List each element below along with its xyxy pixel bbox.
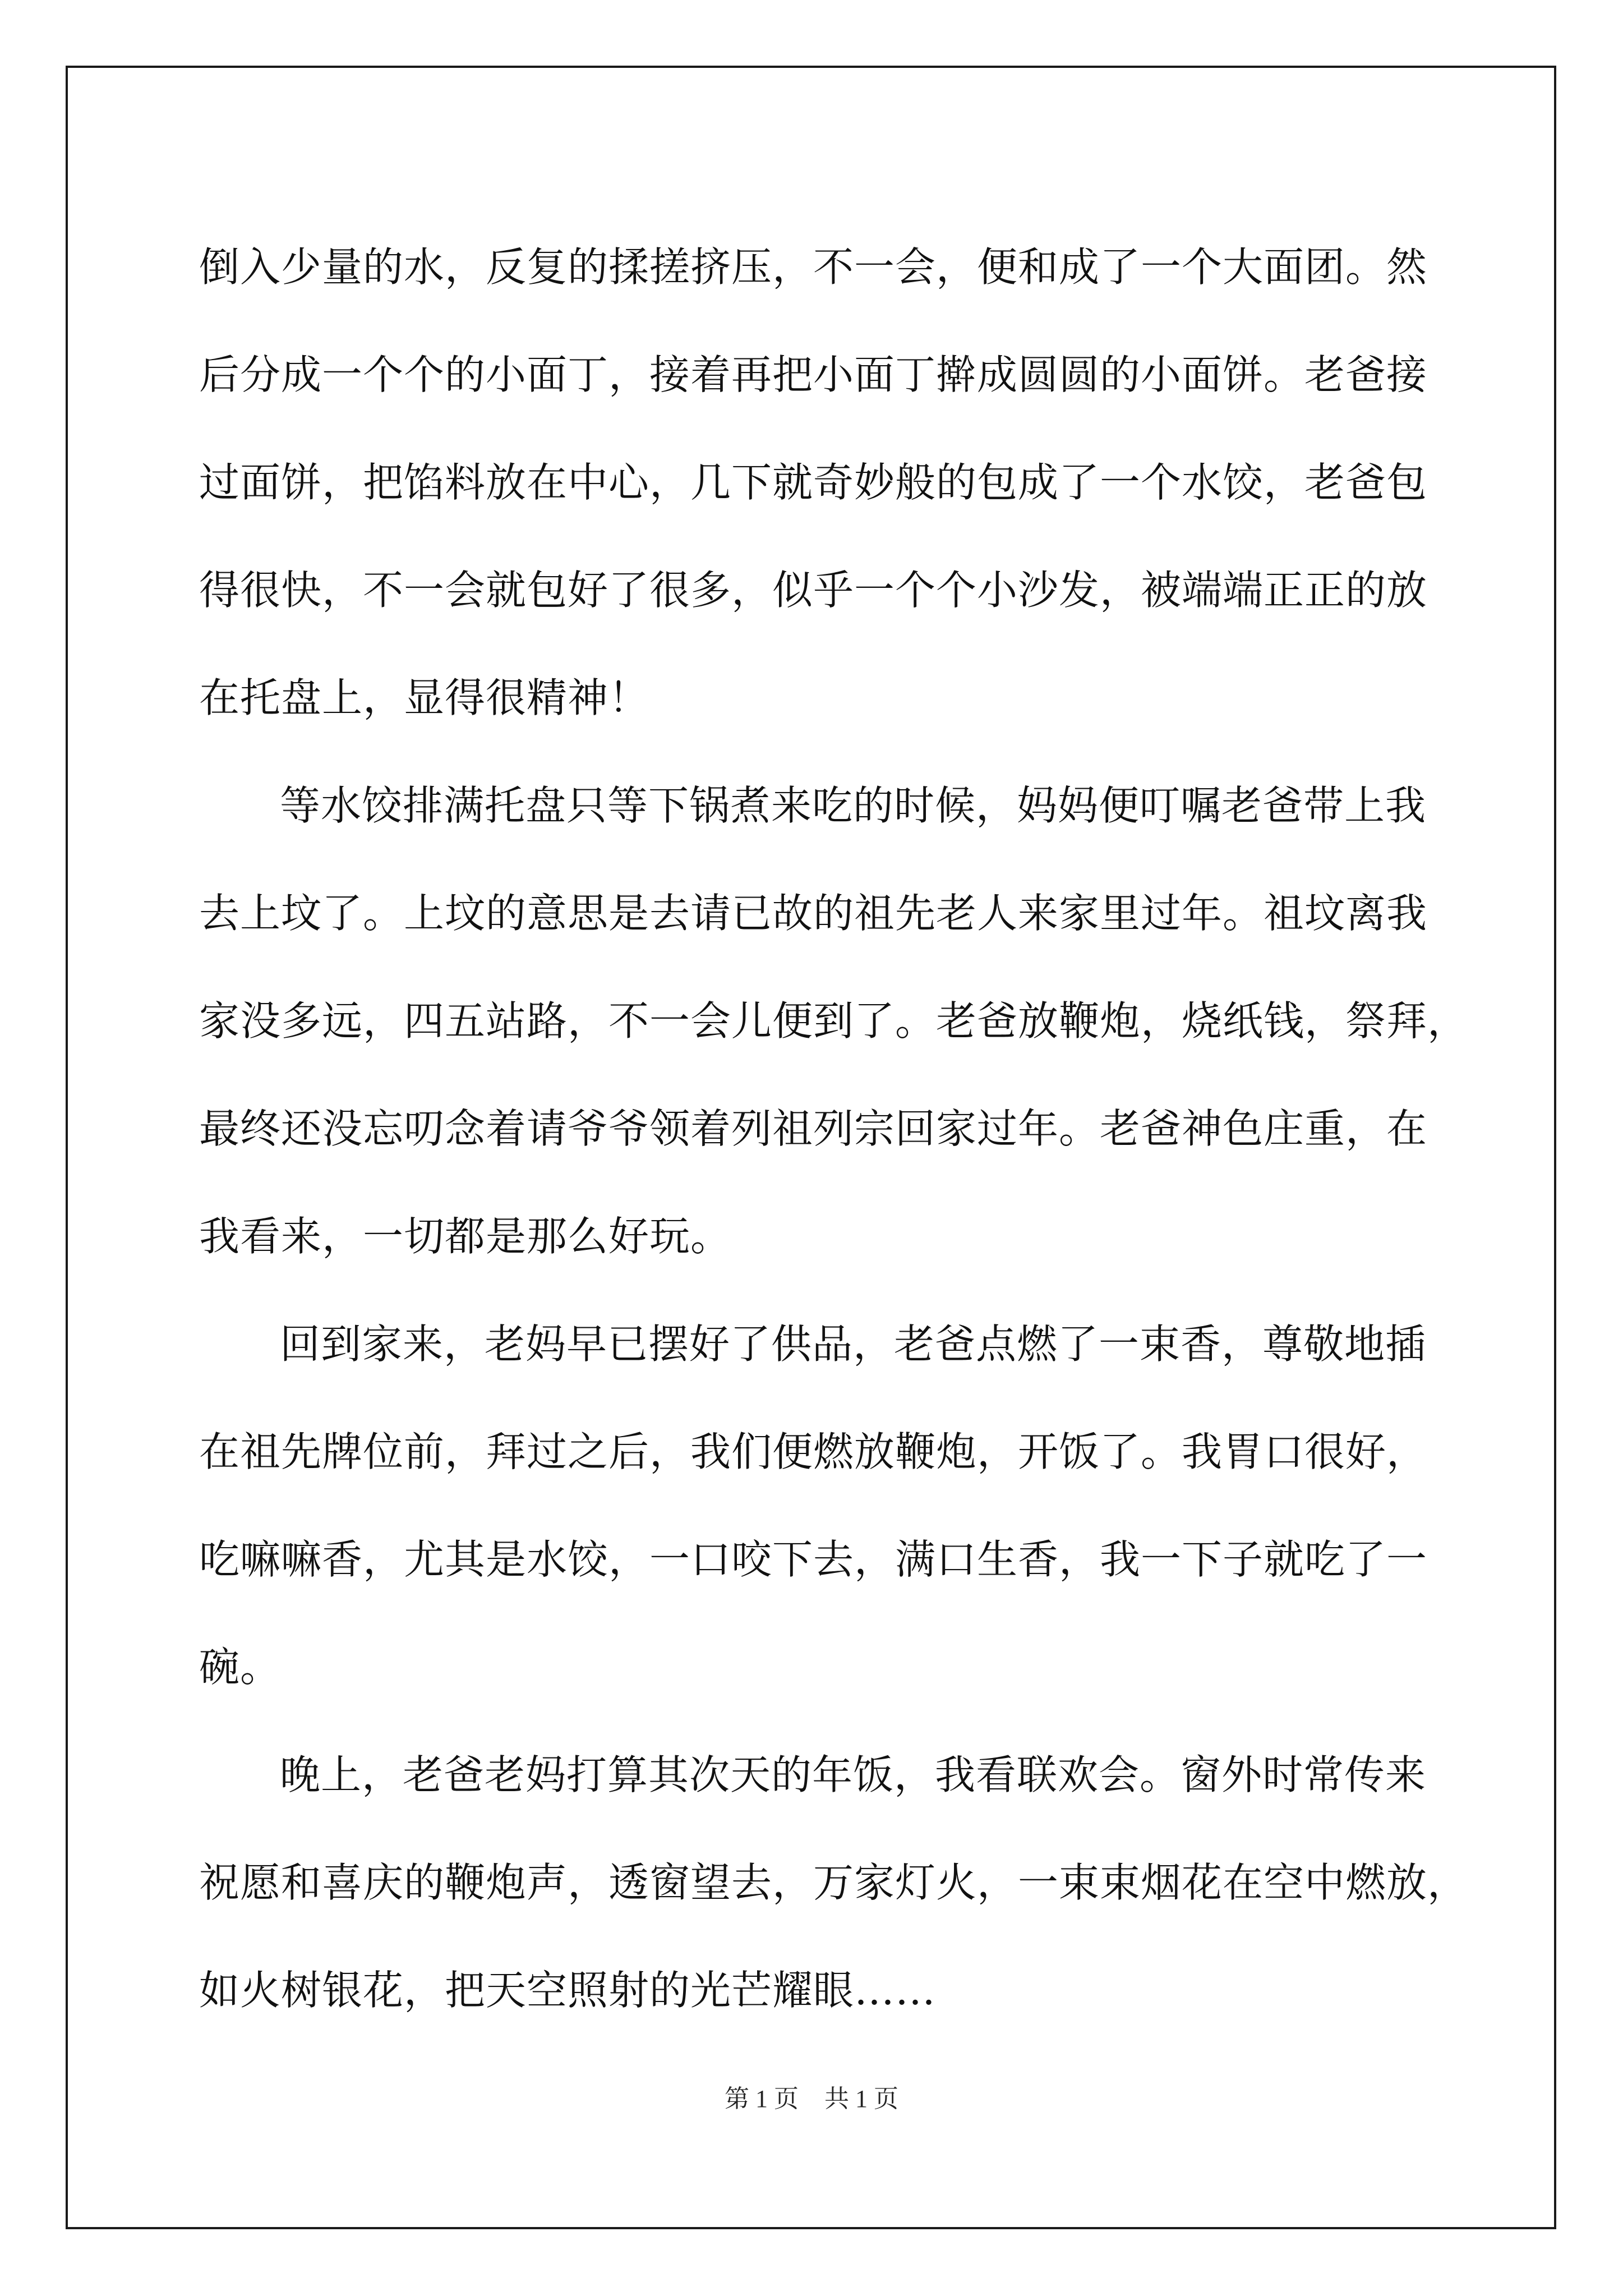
paragraph-1 <box>199 213 1433 752</box>
text-line: 吃嘛嘛香，尤其是水饺，一口咬下去，满口生香，我一下子就吃了一 <box>199 1536 1428 1583</box>
page-footer <box>0 2078 1623 2114</box>
page-number-current: 第 1 页 <box>725 2085 799 2113</box>
text-line: 最终还没忘叨念着请爷爷领着列祖列宗回家过年。老爸神色庄重，在 <box>199 1105 1428 1152</box>
text-line: 家没多远，四五站路，不一会儿便到了。老爸放鞭炮，烧纸钱，祭拜， <box>199 997 1469 1045</box>
paragraph-4 <box>199 1721 1469 2044</box>
text-line: 在祖先牌位前，拜过之后，我们便燃放鞭炮，开饭了。我胃口很好， <box>199 1428 1428 1475</box>
text-line: 如火树银花，把天空照射的光芒耀眼…… <box>199 1967 937 2014</box>
text-line: 晚上，老爸老妈打算其次天的年饭，我看联欢会。窗外时常传来 <box>280 1751 1427 1798</box>
text-line: 去上坟了。上坟的意思是去请已故的祖先老人来家里过年。祖坟离我 <box>199 890 1428 937</box>
text-line: 倒入少量的水，反复的揉搓挤压，不一会，便和成了一个大面团。然 <box>199 243 1428 291</box>
text-line: 回到家来，老妈早已摆好了供品，老爸点燃了一束香，尊敬地插 <box>280 1320 1427 1368</box>
text-line: 过面饼，把馅料放在中心，几下就奇妙般的包成了一个水饺，老爸包 <box>199 459 1428 506</box>
text-line: 得很快，不一会就包好了很多，似乎一个个小沙发，被端端正正的放 <box>199 567 1428 614</box>
text-line: 碗。 <box>199 1644 282 1691</box>
document-body <box>199 213 1469 2044</box>
text-line: 后分成一个个的小面丁，接着再把小面丁擀成圆圆的小面饼。老爸接 <box>199 351 1428 398</box>
text-line: 等水饺排满托盘只等下锅煮来吃的时候，妈妈便叮嘱老爸带上我 <box>280 782 1427 829</box>
text-line: 在托盘上，显得很精神！ <box>199 674 650 721</box>
paragraph-3 <box>199 1290 1433 1721</box>
text-line: 祝愿和喜庆的鞭炮声，透窗望去，万家灯火，一束束烟花在空中燃放， <box>199 1859 1469 1906</box>
text-line: 我看来，一切都是那么好玩。 <box>199 1213 732 1260</box>
paragraph-2 <box>199 752 1469 1290</box>
page-number-total: 共 1 页 <box>824 2085 898 2113</box>
